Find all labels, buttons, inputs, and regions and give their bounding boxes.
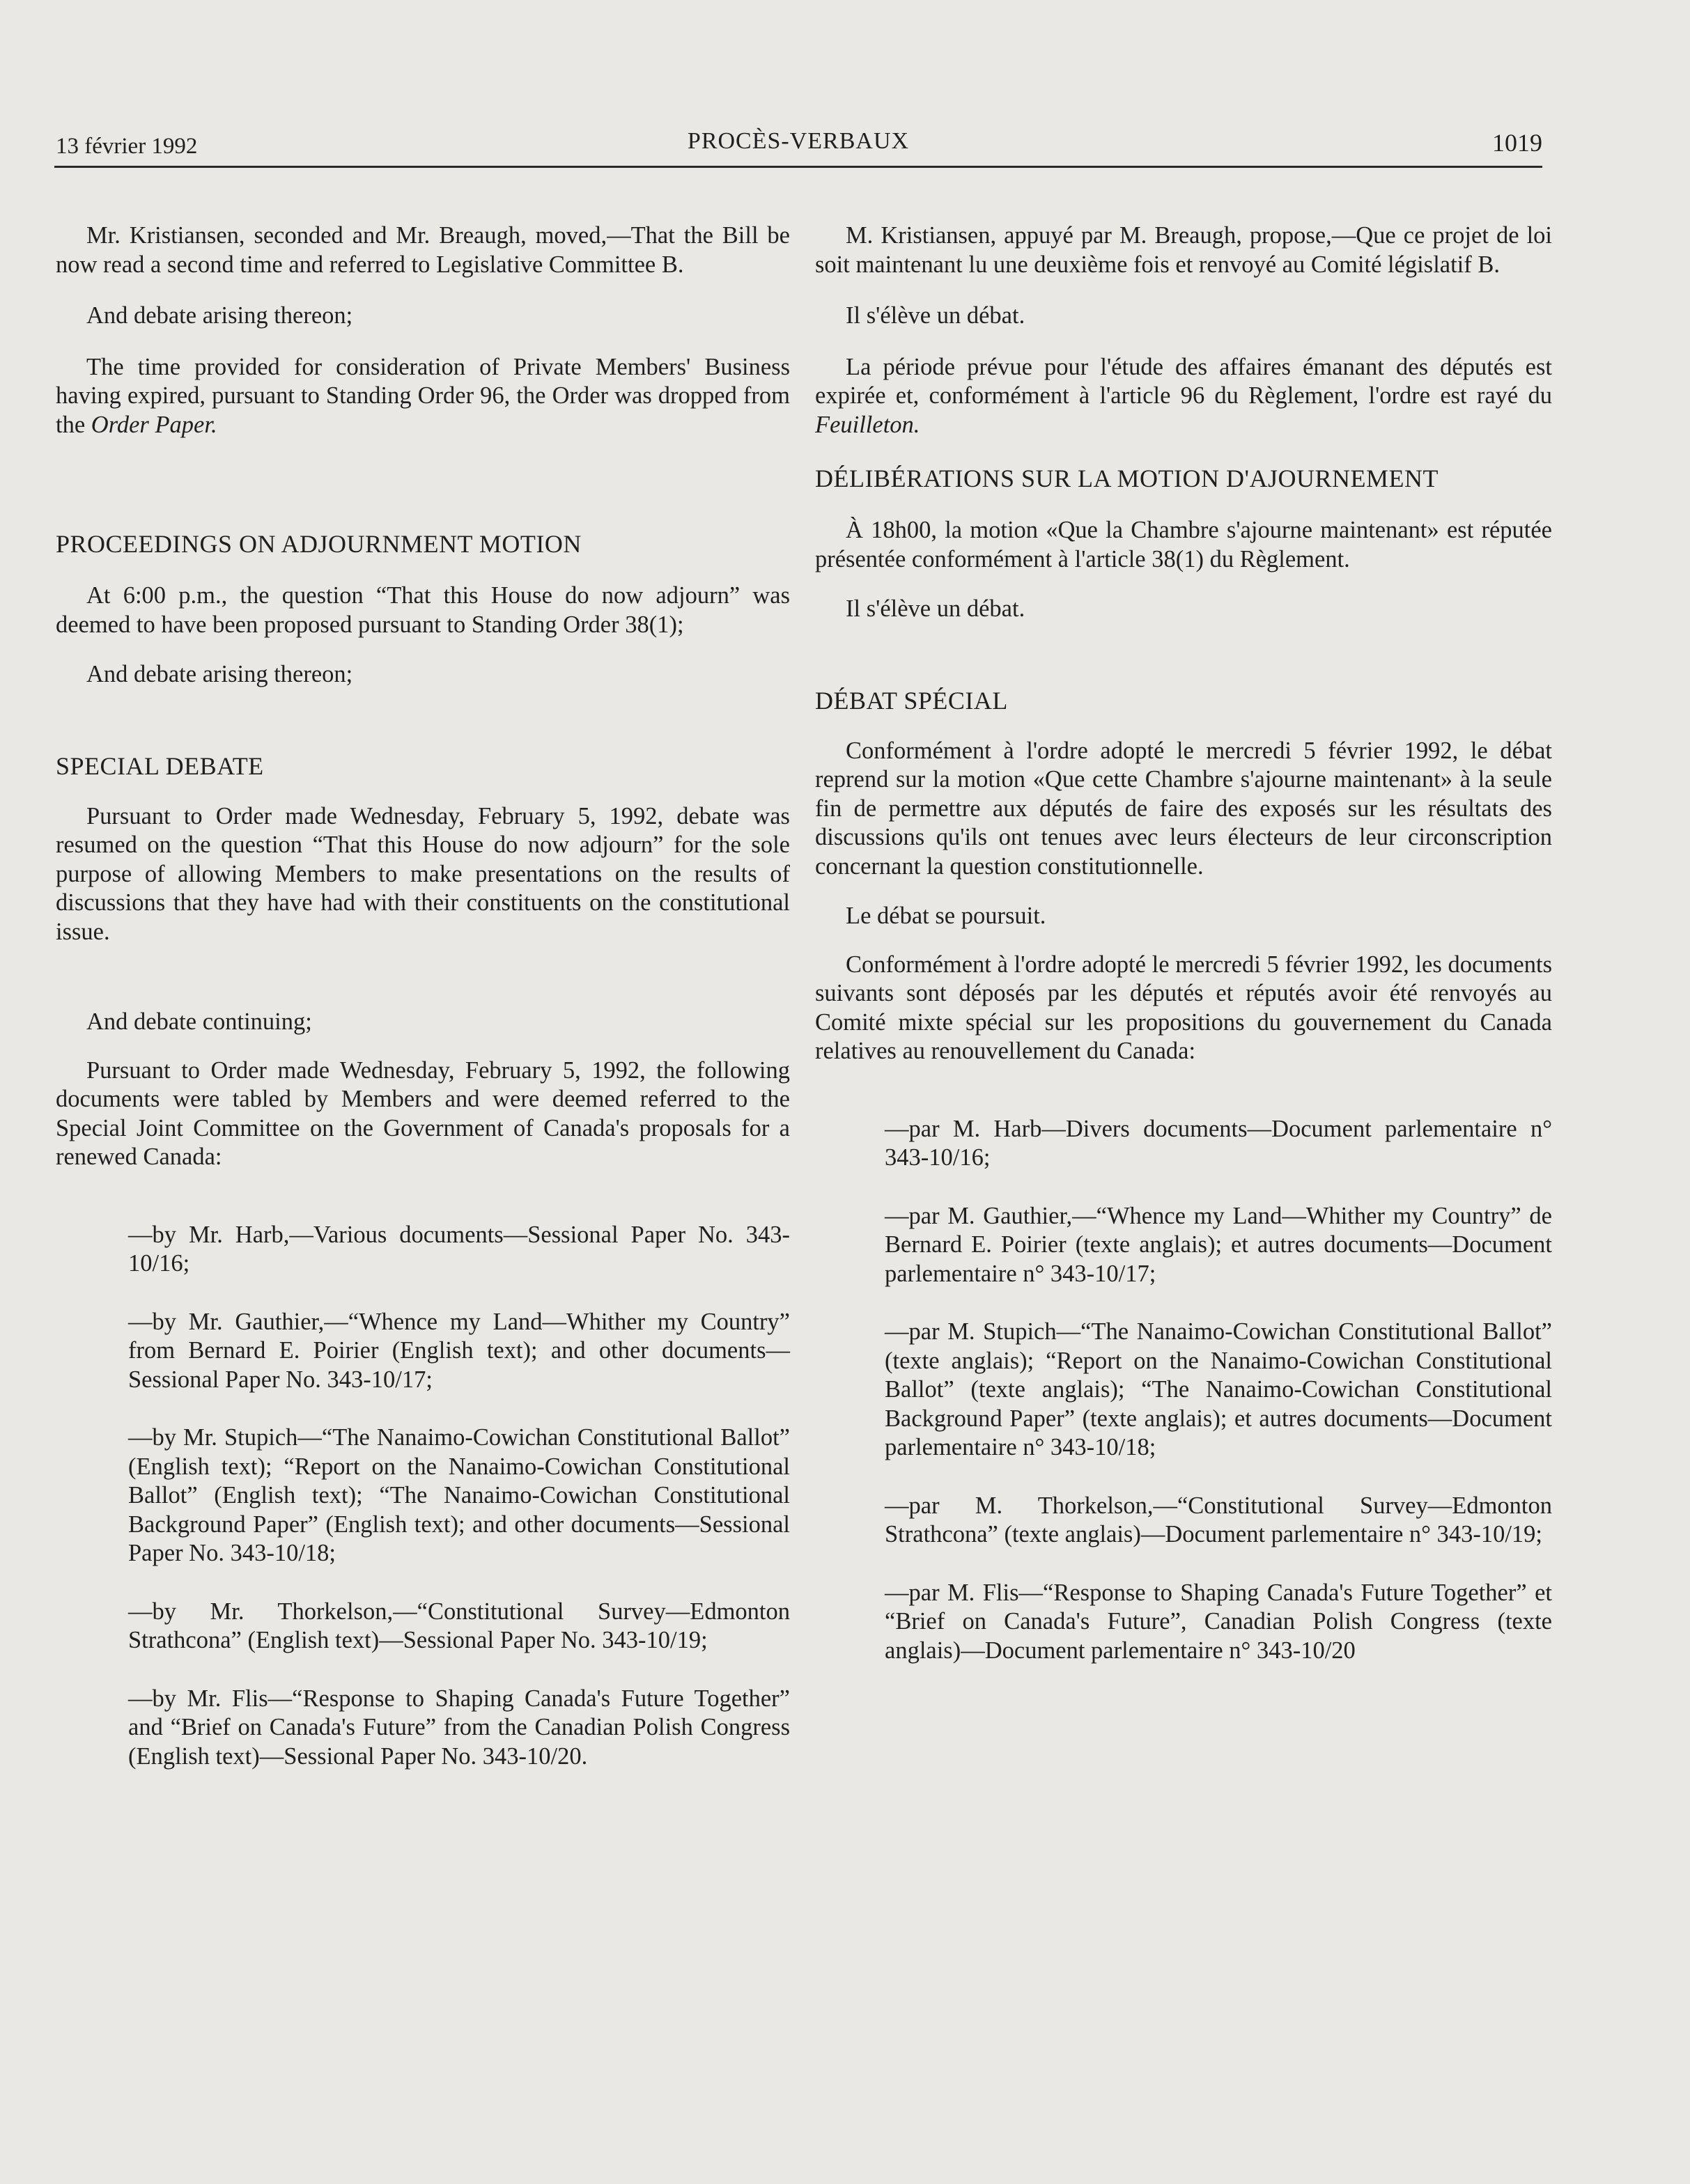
paragraph: At 6:00 p.m., the question “That this House do now adjourn” was deemed to have been proposed pursuant to Standing Order 38(1);: [56, 582, 790, 638]
list-item: —by Mr. Harb,—Various documents—Sessional Paper No. 343-10/16;: [128, 1221, 790, 1277]
order-paper-ref: Order Paper.: [91, 411, 217, 438]
list-item: —par M. Thorkelson,—“Constitutional Survey—Edmonton Strathcona” (texte anglais)—Document parlementaire n° 343-10/19;: [885, 1492, 1552, 1547]
paragraph: Il s'élève un débat.: [846, 595, 1025, 622]
list-item: —by Mr. Stupich—“The Nanaimo-Cowichan Constitutional Ballot” (English text); “Report on the Nanaimo-Cowichan Constitutional Ballot” (English text); “The Nanaimo-Cowichan Constitutional Background Paper” (English text); and other documents—Sessional Paper No. 343-10/18;: [128, 1424, 790, 1566]
paragraph: Pursuant to Order made Wednesday, February 5, 1992, the following documents were tabled by Members and were deemed referred to the Special Joint Committee on the Government of Canada's proposals for a renewed Canada:: [56, 1056, 790, 1170]
paragraph: And debate arising thereon;: [86, 302, 353, 329]
paragraph: Pursuant to Order made Wednesday, February 5, 1992, debate was resumed on the question “That this House do now adjourn” for the sole purpose of allowing Members to make presentations on the results of discussions that they have had with their constituents on the constitutional issue.: [56, 802, 790, 945]
paragraph: [56, 353, 790, 440]
paragraph: And debate continuing;: [86, 1008, 312, 1035]
english-column: [56, 221, 790, 1771]
paragraph: And debate arising thereon;: [86, 661, 353, 687]
paragraph: [815, 353, 1552, 440]
feuilleton-ref: Feuilleton.: [815, 411, 920, 438]
header-title: PROCÈS-VERBAUX: [687, 128, 910, 154]
list-item: —by Mr. Thorkelson,—“Constitutional Survey—Edmonton Strathcona” (English text)—Sessional Paper No. 343-10/19;: [128, 1598, 790, 1653]
list-item: —par M. Gauthier,—“Whence my Land—Whither my Country” de Bernard E. Poirier (texte anglais); et autres documents—Document parlementaire n° 343-10/17;: [885, 1202, 1552, 1287]
section-heading: PROCEEDINGS ON ADJOURNMENT MOTION: [56, 530, 582, 558]
list-item: —by Mr. Gauthier,—“Whence my Land—Whither my Country” from Bernard E. Poirier (English text); and other documents—Sessional Paper No. 343-10/17;: [128, 1308, 790, 1393]
page-header: [54, 123, 1542, 168]
section-heading: SPECIAL DEBATE: [56, 751, 264, 780]
list-item: —par M. Flis—“Response to Shaping Canada's Future Together” et “Brief on Canada's Future”, Canadian Polish Congress (texte anglais)—Document parlementaire n° 343-10/20: [885, 1579, 1552, 1664]
section-heading: DÉLIBÉRATIONS SUR LA MOTION D'AJOURNEMENT: [815, 465, 1439, 492]
list-item: —by Mr. Flis—“Response to Shaping Canada's Future Together” and “Brief on Canada's Future” from the Canadian Polish Congress (English text)—Sessional Paper No. 343-10/20.: [128, 1685, 790, 1770]
page-number: 1019: [1492, 129, 1542, 157]
french-column: [815, 221, 1552, 1665]
paragraph: M. Kristiansen, appuyé par M. Breaugh, propose,—Que ce projet de loi soit maintenant lu une deuxième fois et renvoyé au Comité législatif B.: [815, 222, 1552, 278]
paragraph: Conformément à l'ordre adopté le mercredi 5 février 1992, les documents suivants sont déposés par les députés et réputés avoir été renvoyés au Comité mixte spécial sur les propositions du gouvernement du Canada relatives au renouvellement du Canada:: [815, 951, 1552, 1064]
paragraph: Mr. Kristiansen, seconded and Mr. Breaugh, moved,—That the Bill be now read a second time and referred to Legislative Committee B.: [56, 222, 790, 278]
paragraph-text: La période prévue pour l'étude des affaires émanant des députés est expirée et, conformément à l'article 96 du Règlement, l'ordre est rayé du: [815, 353, 1552, 409]
paragraph: Le débat se poursuit.: [846, 903, 1046, 929]
list-item: —par M. Harb—Divers documents—Document parlementaire n° 343-10/16;: [885, 1115, 1552, 1171]
paragraph-text: The time provided for consideration of Private Members' Business having expired, pursuant to Standing Order 96, the Order was dropped from the: [56, 353, 790, 438]
paragraph: À 18h00, la motion «Que la Chambre s'ajourne maintenant» est réputée présentée conformément à l'article 38(1) du Règlement.: [815, 517, 1552, 572]
section-heading: DÉBAT SPÉCIAL: [815, 686, 1008, 715]
header-date: 13 février 1992: [56, 134, 198, 159]
paragraph: Il s'élève un débat.: [846, 302, 1025, 329]
paragraph: Conformément à l'ordre adopté le mercredi 5 février 1992, le débat reprend sur la motion «Que cette Chambre s'ajourne maintenant» à la seule fin de permettre aux députés de faire des exposés sur les résultats des discussions qu'ils ont tenues avec leurs électeurs de leur circonscription concernant la question constitutionnelle.: [815, 737, 1552, 880]
list-item: —par M. Stupich—“The Nanaimo-Cowichan Constitutional Ballot” (texte anglais); “Report on the Nanaimo-Cowichan Constitutional Ballot” (texte anglais); “The Nanaimo-Cowichan Constitutional Background Paper” (texte anglais); et autres documents—Document parlementaire n° 343-10/18;: [885, 1318, 1552, 1460]
